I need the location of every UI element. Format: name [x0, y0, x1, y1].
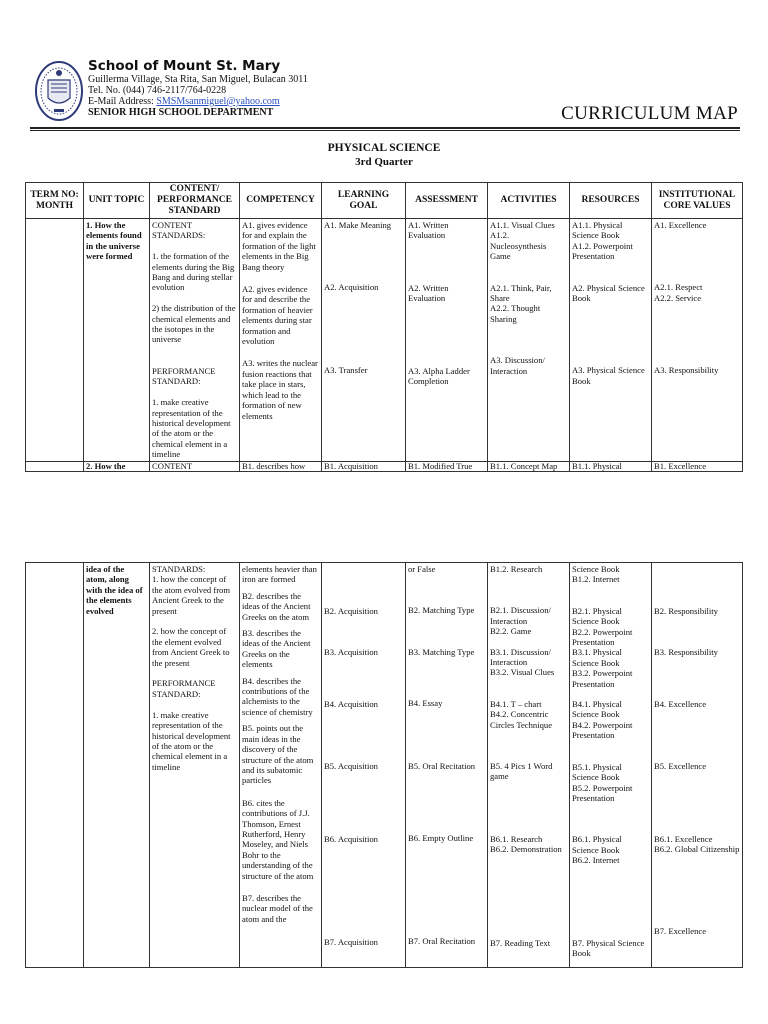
table-row-cut [26, 461, 743, 471]
column-header-assessment: ASSESSMENT [406, 183, 488, 219]
email-label: E-Mail Address: [88, 96, 157, 107]
resources-b2: B2.1. Physical Science Book B2.2. Powerpoint Presentation [572, 605, 633, 648]
resources-a2: A2. Physical Science Book [572, 282, 645, 304]
learning-goal-cell [322, 563, 406, 968]
resources-b4: B4.1. Physical Science Book B4.2. Powerpoint Presentation [572, 699, 633, 741]
table-header-row [26, 183, 743, 219]
content-standard-text: CONTENT STANDARDS: 1. the formation of the elements during the Big Bang and during stellar evolution 2) the distribution of the chemical elements and the isotopes in the universe [152, 220, 236, 345]
resources-a1: A1.1. Physical Science Book A1.2. Powerpoint Presentation [572, 220, 633, 262]
goal-b7: B7. Acquisition [324, 937, 378, 948]
resources-b7: B7. Physical Science Book [572, 937, 645, 958]
school-address: Guillerma Village, Sta Rita, San Miguel, Bulacan 3011 [88, 74, 308, 85]
activities-b5: B5. 4 Pics 1 Word game [490, 761, 553, 782]
term-cell [26, 219, 84, 462]
goal-b6: B6. Acquisition [324, 833, 378, 844]
activities-b3: B3.1. Discussion/ Interaction B3.2. Visual Clues [490, 646, 555, 678]
competency-a2: A2. gives evidence for and describe the formation of heavier elements during star formation and evolution [242, 284, 313, 347]
table-row [26, 219, 743, 462]
competency-b5: B5. points out the main ideas in the discovery of the structure of the atom and its subatomic particles [242, 723, 314, 786]
values-a1: A1. Excellence [654, 220, 707, 230]
values-b6: B6.1. Excellence B6.2. Global Citizenship [654, 833, 740, 855]
core-values-cell [652, 563, 743, 968]
performance-standard-text: PERFORMANCE STANDARD: 1. make creative representation of the historical development of the atom or the chemical element in a timeline [152, 365, 231, 460]
values-b7: B7. Excellence [654, 926, 707, 937]
column-header-core-values: INSTITUTIONAL CORE VALUES [652, 183, 743, 219]
activities-b6: B6.1. Research B6.2. Demonstration [490, 833, 562, 855]
school-telephone: Tel. No. (044) 746-2117/764-0228 [88, 85, 227, 96]
assessment-a2: A2. Written Evaluation [408, 282, 449, 304]
resources-a3: A3. Physical Science Book [572, 365, 645, 386]
header-divider [30, 127, 740, 129]
unit-topic-cell: 2. How the [84, 461, 150, 471]
column-header-standard: CONTENT/ PERFORMANCE STANDARD [150, 183, 240, 219]
quarter-label: 3rd Quarter [355, 156, 413, 168]
resources-cell [570, 219, 652, 462]
competency-b3: B3. describes the ideas of the Ancient Greeks on the elements [242, 628, 311, 670]
activities-cell [488, 219, 570, 462]
goal-b2: B2. Acquisition [324, 606, 378, 616]
subject-title: PHYSICAL SCIENCE [327, 142, 441, 154]
competency-b7: B7. describes the nuclear model of the atom and the [242, 892, 313, 924]
activities-b7: B7. Reading Text [490, 937, 551, 948]
resources-b3: B3.1. Physical Science Book B3.2. Powerpoint Presentation [572, 647, 633, 689]
values-a2: A2.1. Respect A2.2. Service [654, 282, 703, 303]
school-name: School of Mount St. Mary [88, 58, 281, 74]
term-cell [26, 563, 84, 968]
assessment-cell: B1. Modified True [406, 461, 488, 471]
column-header-competency: COMPETENCY [240, 183, 322, 219]
column-header-activities: ACTIVITIES [488, 183, 570, 219]
resources-b1-cont: Science Book B1.2. Internet [572, 564, 620, 585]
curriculum-table-page-2 [25, 562, 743, 968]
assessment-b6: B6. Empty Outline [408, 833, 474, 844]
activities-b2: B2.1. Discussion/ Interaction B2.2. Game [490, 605, 551, 637]
resources-b5: B5.1. Physical Science Book B5.2. Powerpoint Presentation [572, 761, 633, 803]
curriculum-table-page-1 [25, 182, 743, 472]
school-email-line [88, 96, 280, 107]
values-b3: B3. Responsibility [654, 647, 718, 658]
term-cell [26, 461, 84, 471]
learning-goal-cell: B1. Acquisition [322, 461, 406, 471]
values-b4: B4. Excellence [654, 698, 707, 709]
assessment-b7: B7. Oral Recitation [408, 936, 476, 947]
column-header-unit-topic: UNIT TOPIC [84, 183, 150, 219]
table-row [26, 563, 743, 968]
assessment-b4: B4. Essay [408, 698, 443, 709]
core-values-cell [652, 219, 743, 462]
column-header-term: TERM NO: MONTH [26, 183, 84, 219]
resources-cell: B1.1. Physical [570, 461, 652, 471]
column-header-learning-goal: LEARNING GOAL [322, 183, 406, 219]
competency-b2: B2. describes the ideas of the Ancient Greeks on the atom [242, 590, 311, 622]
activities-b1-cont: B1.2. Research [490, 564, 543, 574]
learning-goal-cell [322, 219, 406, 462]
competency-b1-cont: elements heavier than iron are formed [242, 564, 317, 585]
standard-cell: STANDARDS: 1. how the concept of the atom evolved from Ancient Greek to the present 2. how the concept of the element evolved from Ancient Greek to the present PERFORMANCE STANDARD: 1. make creative representation of the historical development of the atom or the chemical element in a timeline [150, 563, 240, 968]
activities-b4: B4.1. T – chart B4.2. Concentric Circles Technique [490, 698, 553, 730]
competency-cell [240, 219, 322, 462]
assessment-b2: B2. Matching Type [408, 605, 475, 616]
activities-a2: A2.1. Think, Pair, Share A2.2. Thought Sharing [490, 282, 552, 324]
email-link[interactable]: SMSMsanmiguel@yahoo.com [156, 96, 280, 107]
values-b2: B2. Responsibility [654, 606, 718, 616]
assessment-cell [406, 219, 488, 462]
core-values-cell: B1. Excellence [652, 461, 743, 471]
assessment-a3: A3. Alpha Ladder Completion [408, 365, 470, 387]
activities-cell: B1.1. Concept Map [488, 461, 570, 471]
standard-cell [150, 219, 240, 462]
unit-topic-cell: 1. How the elements found in the universe were formed [84, 219, 150, 462]
resources-b6: B6.1. Physical Science Book B6.2. Internet [572, 834, 622, 866]
competency-a3: A3. writes the nuclear fusion reactions that take place in stars, which lead to the formation of new elements [242, 358, 318, 421]
goal-a3: A3. Transfer [324, 364, 368, 375]
assessment-b3: B3. Matching Type [408, 646, 475, 657]
assessment-cell [406, 563, 488, 968]
assessment-b5: B5. Oral Recitation [408, 760, 476, 771]
goal-b5: B5. Acquisition [324, 761, 378, 772]
school-seal-icon [34, 60, 84, 122]
column-header-resources: RESOURCES [570, 183, 652, 219]
goal-a1: A1. Make Meaning [324, 220, 392, 230]
document-title: CURRICULUM MAP [561, 103, 738, 124]
competency-a1: A1. gives evidence for and explain the formation of the light elements in the Big Bang theory [242, 220, 316, 272]
goal-a2: A2. Acquisition [324, 282, 379, 293]
values-a3: A3. Responsibility [654, 365, 719, 376]
header-divider-thin [30, 130, 740, 131]
standard-cell: CONTENT [150, 461, 240, 471]
competency-cell [240, 563, 322, 968]
values-b5: B5. Excellence [654, 761, 707, 772]
competency-b4: B4. describes the contributions of the alchemists to the science of chemistry [242, 675, 313, 717]
activities-cell [488, 563, 570, 968]
unit-topic-cell: idea of the atom, along with the idea of the elements evolved [84, 563, 150, 968]
assessment-a1: A1. Written Evaluation [408, 220, 449, 241]
resources-cell [570, 563, 652, 968]
goal-b4: B4. Acquisition [324, 698, 378, 709]
department-name: SENIOR HIGH SCHOOL DEPARTMENT [88, 107, 274, 118]
goal-b3: B3. Acquisition [324, 647, 378, 658]
competency-cell: B1. describes how [240, 461, 322, 471]
activities-a1: A1.1. Visual Clues A1.2. Nucleosynthesis Game [490, 220, 555, 262]
assessment-b1-cont: or False [408, 564, 436, 574]
activities-a3: A3. Discussion/ Interaction [490, 355, 545, 376]
competency-b6: B6. cites the contributions of J.J. Thomson, Ernest Rutherford, Henry Moseley, and Niels Bohr to the understanding of the structure of the atom [242, 797, 314, 881]
